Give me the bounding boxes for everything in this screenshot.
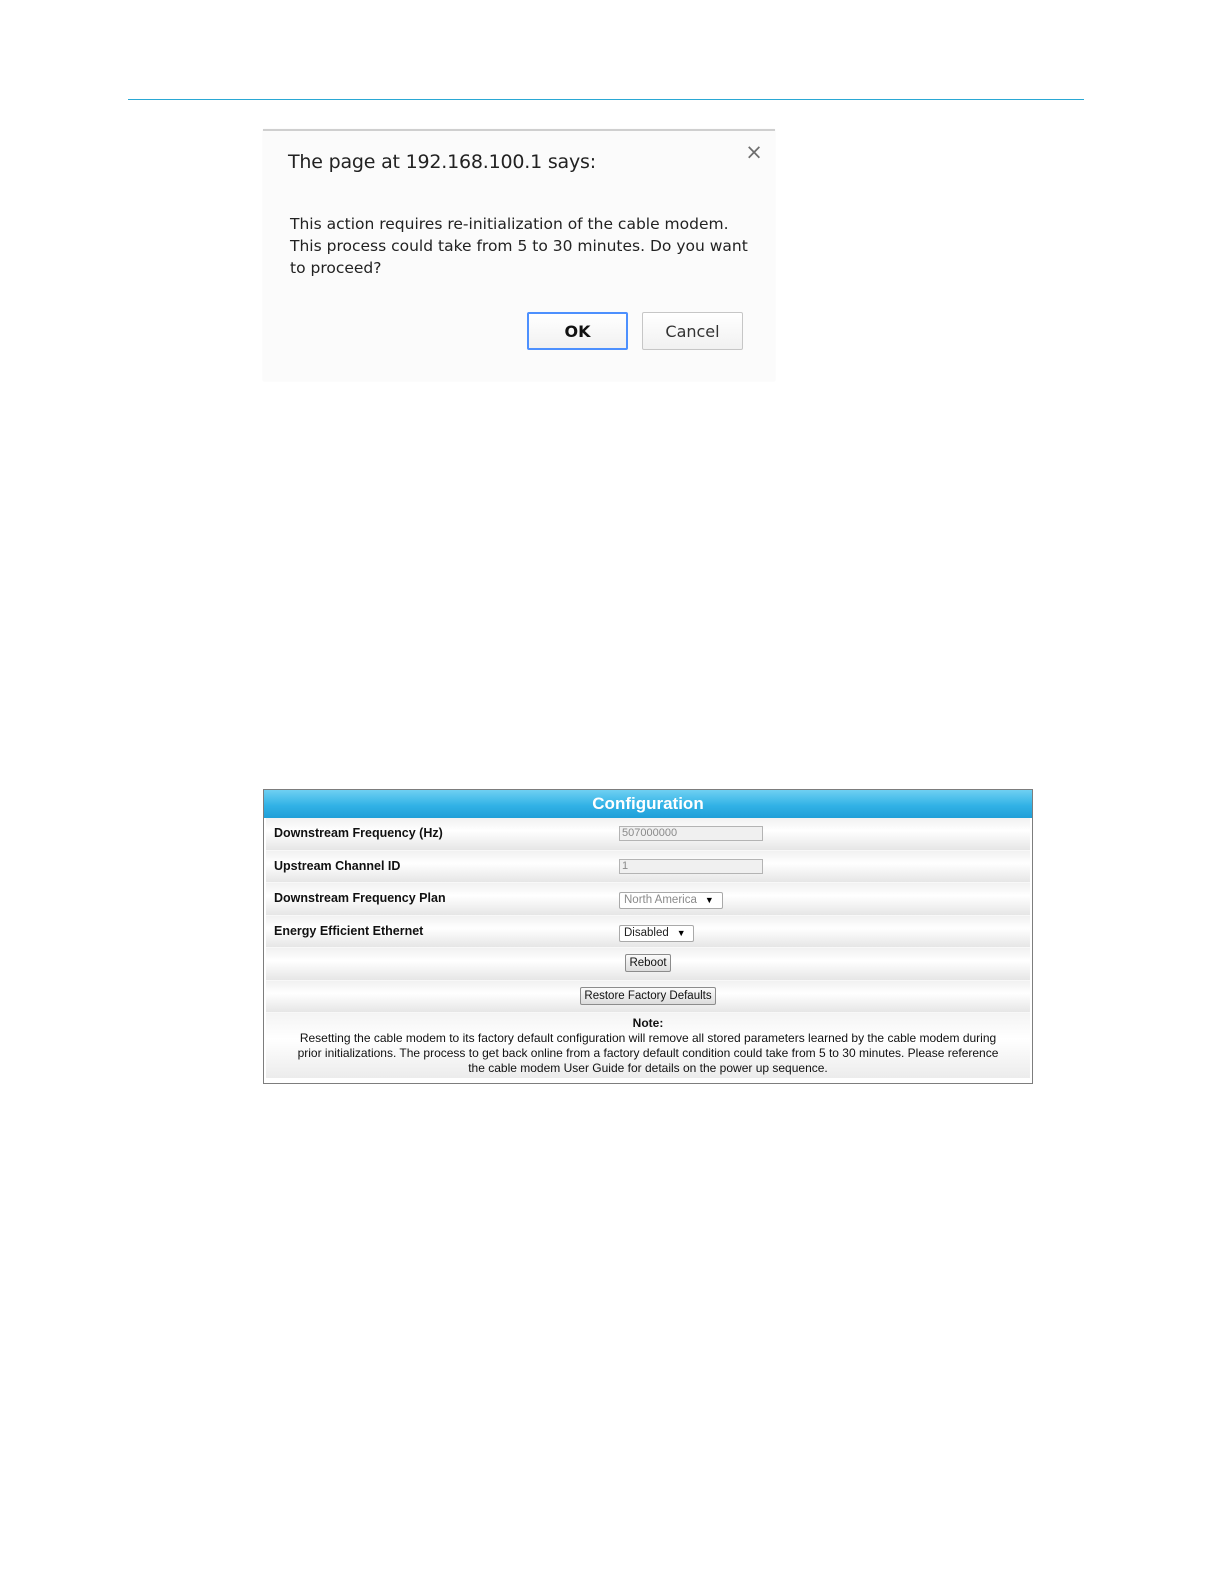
restore-row	[266, 981, 1030, 1014]
dialog-message	[290, 213, 760, 279]
frequency-plan-value: North America	[624, 894, 697, 906]
note-section	[266, 1013, 1030, 1078]
downstream-frequency-field: 507000000	[619, 826, 763, 841]
note-line: prior initializations. The process to get back online from a factory default condition could take from 5 to 30 minutes. Please reference	[297, 1046, 999, 1060]
configuration-header: Configuration	[264, 790, 1032, 818]
downstream-frequency-row	[266, 818, 1030, 851]
close-icon[interactable]: ×	[745, 140, 763, 164]
configuration-panel	[263, 789, 1033, 1084]
note-title: Note:	[632, 1016, 664, 1030]
energy-efficient-select[interactable]	[619, 925, 694, 942]
upstream-channel-row	[266, 851, 1030, 884]
page-top-rule	[128, 99, 1084, 100]
cancel-button[interactable]: Cancel	[642, 312, 743, 350]
note-line: the cable modem User Guide for details on the power up sequence.	[468, 1061, 828, 1075]
restore-factory-defaults-button[interactable]: Restore Factory Defaults	[580, 987, 715, 1005]
dialog-title: The page at 192.168.100.1 says:	[288, 151, 596, 173]
upstream-channel-label: Upstream Channel ID	[274, 858, 401, 873]
reboot-row	[266, 948, 1030, 981]
frequency-plan-select[interactable]	[619, 892, 723, 909]
dialog-message-line: This process could take from 5 to 30 minutes. Do you want	[290, 237, 748, 255]
dialog-message-line: This action requires re-initialization of the cable modem.	[290, 215, 729, 233]
note-line: Resetting the cable modem to its factory default configuration will remove all stored parameters learned by the cable modem during	[299, 1031, 997, 1045]
confirm-dialog	[263, 129, 775, 381]
frequency-plan-label: Downstream Frequency Plan	[274, 891, 446, 905]
chevron-down-icon: ▼	[676, 927, 686, 938]
energy-efficient-row	[266, 916, 1030, 949]
upstream-channel-field: 1	[619, 859, 763, 874]
dialog-message-line: to proceed?	[290, 259, 382, 277]
ok-button[interactable]: OK	[527, 312, 628, 350]
energy-efficient-label: Energy Efficient Ethernet	[274, 923, 424, 938]
reboot-button[interactable]: Reboot	[625, 954, 670, 972]
downstream-frequency-label: Downstream Frequency (Hz)	[274, 826, 443, 840]
chevron-down-icon: ▼	[704, 895, 714, 905]
frequency-plan-row	[266, 883, 1030, 916]
energy-efficient-value: Disabled	[624, 926, 669, 939]
